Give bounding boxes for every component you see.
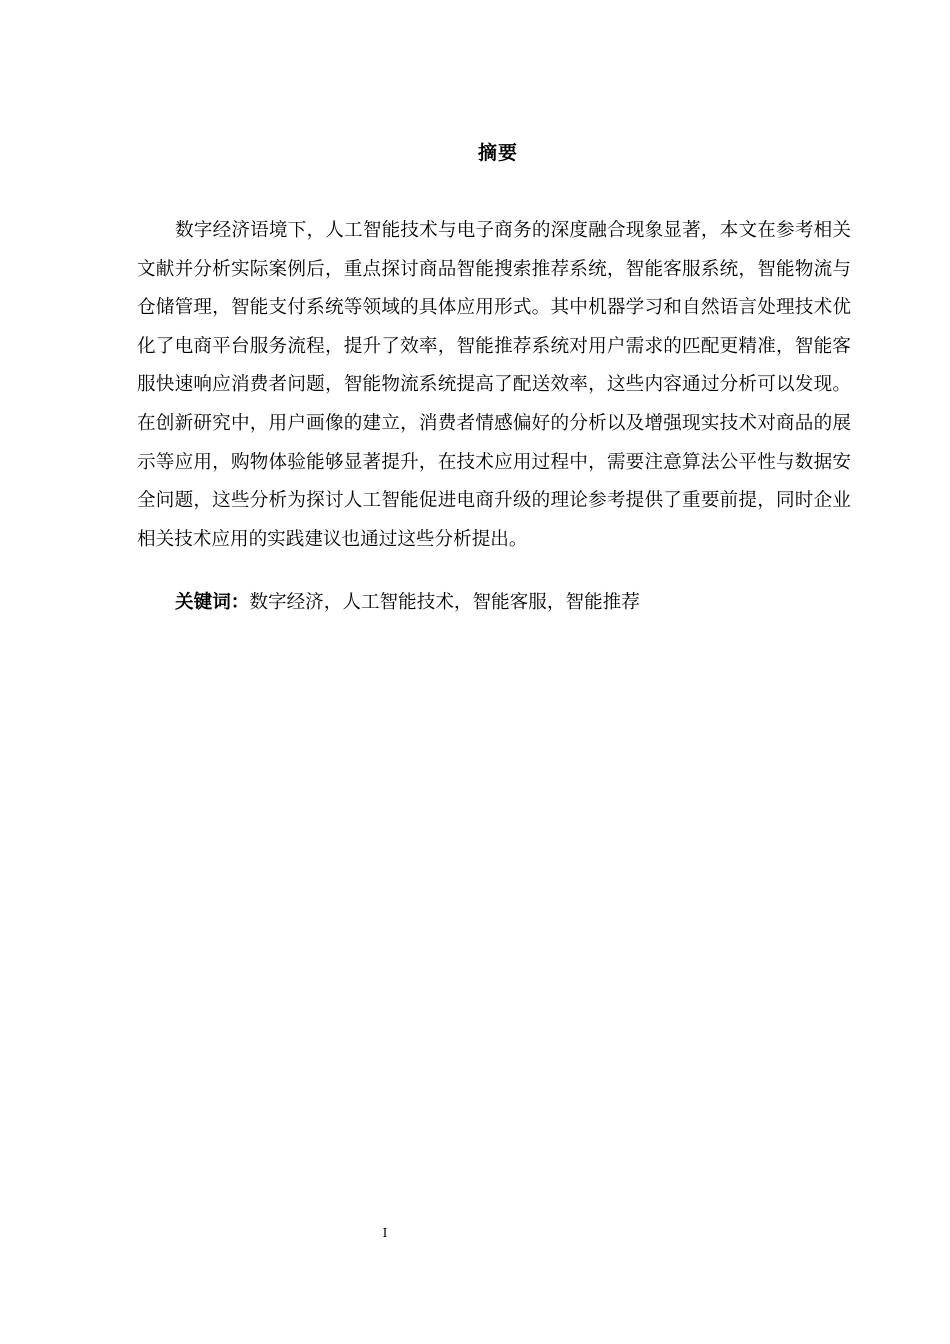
keywords-text: 数字经济，人工智能技术，智能客服，智能推荐 bbox=[249, 592, 640, 613]
keywords-label: 关键词： bbox=[175, 592, 250, 613]
keywords-line bbox=[175, 586, 640, 620]
abstract-heading: 摘要 bbox=[477, 142, 518, 164]
abstract-paragraph: 数字经济语境下，人工智能技术与电子商务的深度融合现象显著，本文在参考相关文献并分析实际案例后，重点探讨商品智能搜索推荐系统，智能客服系统，智能物流与仓储管理，智能支付系统等领域的具体应用形式。其中机器学习和自然语言处理技术优化了电商平台服务流程，提升了效率，智能推荐系统对用户需求的匹配更精准，智能客服快速响应消费者问题，智能物流系统提高了配送效率，这些内容通过分析可以发现。在创新研究中，用户画像的建立，消费者情感偏好的分析以及增强现实技术对商品的展示等应用，购物体验能够显著提升，在技术应用过程中，需要注意算法公平性与数据安全问题，这些分析为探讨人工智能促进电商升级的理论参考提供了重要前提，同时企业相关技术应用的实践建议也通过这些分析提出。 bbox=[137, 220, 851, 550]
page-number: I bbox=[382, 1226, 388, 1240]
